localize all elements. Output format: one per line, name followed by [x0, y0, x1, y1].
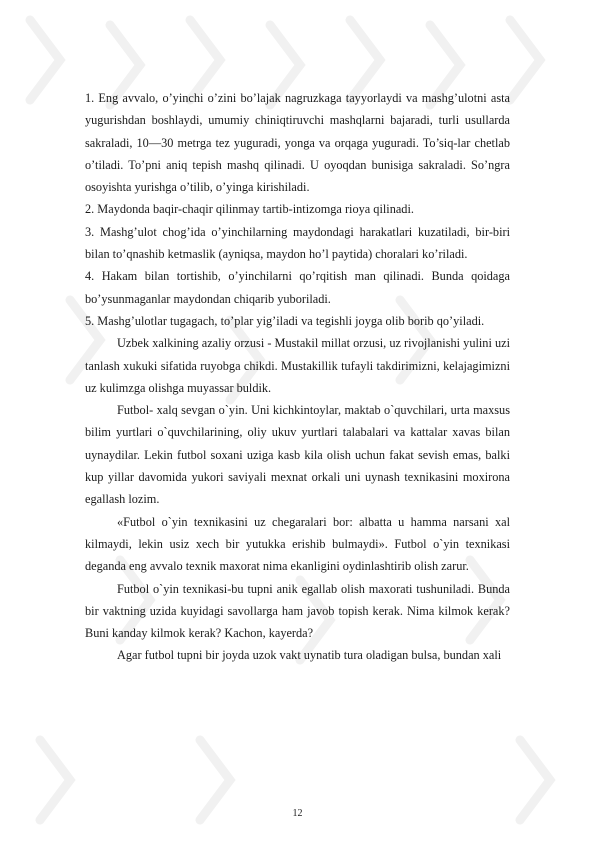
- numbered-item-3: 3. Mashg’ulot chog’ida o’yinchilarning maydondagi harakatlari kuzatiladi, bir-biri bilan to’qnashib ketmaslik (ayniqsa, maydon ho’l paytida) choralari ko’riladi.: [85, 224, 510, 262]
- paragraph-technique-quote: «Futbol o`yin texnikasini uz chegaralari bor: albatta u hamma narsani xal kilmaydi, lekin usiz xech bir yutukka erishib bulmaydi». Futbol o`yin texnikasi deganda eng avvalo texnik maxorat nima ekanligini oydinlashtirib olish zarur.: [85, 514, 510, 574]
- numbered-item-4: 4. Hakam bilan tortishib, o’yinchilarni qo’rqitish man qilinadi. Bunda qoidaga bo’ysunmaganlar maydondan chiqarib yuboriladi.: [85, 269, 510, 306]
- paragraph-independence: Uzbek xalkining azaliy orzusi - Mustakil millat orzusi, uz rivojlanishi yulini uzi tanlash xukuki sifatida ruyobga chikdi. Mustakillik tufayli takdirimizni, kelajagimizni uz kulimzga olishga muyassar buldik.: [85, 336, 510, 395]
- paragraph-continuation: Agar futbol tupni bir joyda uzok vakt uynatib tura oladigan bulsa, bundan xali: [117, 648, 502, 663]
- paragraph-technique-definition: Futbol o`yin texnikasi-bu tupni anik egallab olish maxorati tushuniladi. Bunda bir vaktning uzida kuyidagi savollarga ham javob topish kerak. Nima kilmok kerak? Buni kanday kilmok kerak? Kachon, kayerda?: [85, 581, 510, 641]
- page-number: 12: [292, 808, 303, 819]
- numbered-item-1: 1. Eng avvalo, o’yinchi o’zini bo’lajak nagruzkaga tayyorlaydi va mashg’ulotni asta yugurishdan boshlaydi, umumiy chiniqtiruvchi mashqlarni bajaradi, turli usullarda sakraladi, 10—30 metrga tez yuguradi, yonga va orqaga yuguradi. To’siq-lar chetlab o’tiladi. To’pni aniq tepish mashq qilinadi. U oyoqdan bunisiga sakraladi. So’ngra osoyishta yurishga o’tilib, o’yinga kirishiladi.: [85, 91, 510, 195]
- body-text: [85, 87, 510, 667]
- numbered-item-2: 2. Maydonda baqir-chaqir qilinmay tartib-intizomga rioya qilinadi.: [85, 202, 414, 217]
- paragraph-football-popular: Futbol- xalq sevgan o`yin. Uni kichkintoylar, maktab o`quvchilari, urta maxsus bilim yurtlari o`quvchilarining, oliy ukuv yurtlari talabalari va kattalar xavas bilan uynaydilar. Lekin futbol soxani uziga kasb kila olish uchun fakat sevish emas, balki kup yillar davomida yukori saviyali mexnat orkali uni uynash texnikasini moxirona egallash lozim.: [85, 403, 510, 507]
- numbered-item-5: 5. Mashg’ulotlar tugagach, to’plar yig’iladi va tegishli joyga olib borib qo’yiladi.: [85, 313, 485, 328]
